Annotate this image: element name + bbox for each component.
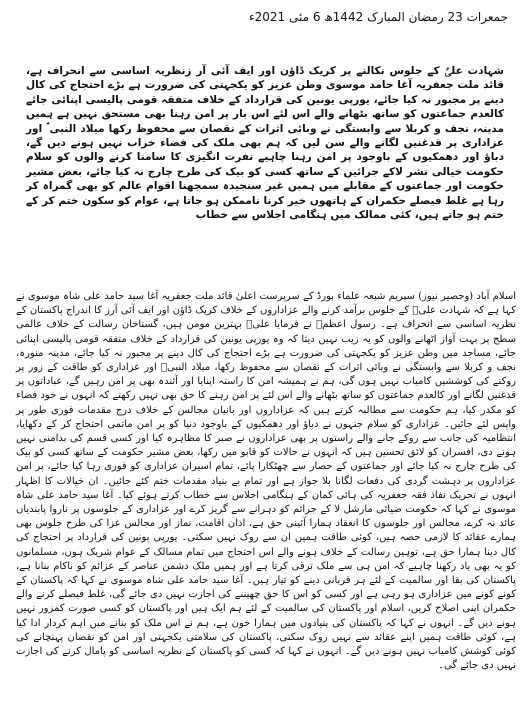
dateline: جمعرات 23 رمضان المبارک 1442ھ 6 مئی 2021ء [248,10,508,24]
lead-headline-block [26,64,504,222]
article-text: اسلام آباد (وحصیر نیوز) سپریم شیعہ علماء بورڈ کے سرپرست اعلیٰ قائد ملت جعفریہ آغا سید حامد علی شاہ موسوی نے کہا ہے کہ شہادت علیؑ کے جلوس برآمد کرنے والے عزاداروں کے خلاف کریک ڈاؤن اور ایف آئی آرز کا اندراج پاکستان کے نظریہ اساسی سے انحراف ہے۔ رسول اعظمؐ نے فرمایا علیؑ بہترین مومن ہیں، گستاخان رسالت کے خلاف عالمی سطح پر بہت آواز اٹھانے والوں کو یہ زیب نہیں دیتا کہ وہ یورپی یونین کی قرارداد کے خلاف متفقہ قومی پالیسی اپنائی جائے، مساجد میں وطن عزیز کو یکجہتی کی ضرورت ہے بڑے احتجاج کی کال دینے پر مجبور نہ کیا جائے، مدینہ منورہ، نجف و کربلا سے وابستگی نے وبائی اثرات کے نقصان سے محفوظ رکھا، میلاد النبیؐ اور عزاداری کو طاقت کے زور پر روکنے کی کوششیں کامیاب نہیں ہوں گی، ہم نے ہمیشہ امن کا راستہ اپنایا اور آئندہ بھی پر امن رہیں گے، عباداتوں پر قدغنیں لگانے اور کالعدم جماعتوں کو ساتھ بٹھانے والے اس لئے پر امن رہنے کا حق بھی نہیں رکھتے کہ انہوں نے خود فضاء کو مکدر کیا، ہم حکومت سے مطالبہ کرتے ہیں کہ عزاداروں اور بانیان مجالس کے خلاف درج مقدمات فوری طور پر واپس لئے جائیں۔ عزاداری کو سلام جنہوں نے دباؤ اور دھمکیوں کے باوجود دنیا کو پر امن ماتمی احتجاج کر کے دکھایا، انتظامیہ کی جانب سے روکے جانے والے راستوں پر بھی عزاداروں نے صبر کا مظاہرہ کیا اور کسی قسم کی بدامنی نہیں ہونے دی، افسران کو لائق تحسین ہیں کہ انہوں نے حالات کو قابو میں رکھا، بعض مشیر حکومت کے ساتھ کسی کو بیک کی طرح چارج نہ کیا جائے اور جماعتوں کے حصار سے چھٹکارا پائے، تمام اسیران عزاداری کو فوری رہا کیا جائے، پر امن عزاداروں پر دہشت گردی کی دفعات لگانا بلا جواز ہے اور تمام بے بنیاد مقدمات ختم کئے جائیں۔ ان خیالات کا اظہار انہوں نے تحریک نفاذ فقہ جعفریہ کی ہائی کمان کے ہنگامی اجلاس سے خطاب کرتے ہوئے کیا۔ آغا سید حامد علی شاہ موسوی نے کہا کہ حکومت ضیائی مارشل لا کے جرائم کو دہرانے سے گریز کرے اور عزاداری کے جلوسوں پر ناروا پابندیاں عائد نہ کرے، مجالس اور جلوسوں کا انعقاد ہمارا آئینی حق ہے، اذان اقامت، نماز اور مجالس عزا کی طرح جلوس بھی ہمارے عقائد کا لازمی حصہ ہیں، کوئی طاقت ہمیں ان سے روک نہیں سکتی۔ یورپی یونین کی قرارداد پر احتجاج کی کال دینا ہمارا حق ہے، توہین رسالت کے خلاف ہونے والے اس احتجاج میں تمام مسالک کے عوام شریک ہوں، مسلمانوں کو یہ بھی یاد رکھنا چاہیے کہ امن ہی سے ملک ترقی کرتا ہے اور ہمیں ملک دشمن عناصر کے عزائم کو ناکام بنانا ہے، پاکستان کی بقا اور سالمیت کے لئے ہر قربانی دینے کو تیار ہیں۔ آغا سید حامد علی شاہ موسوی نے کہا کہ پاکستان کے کونے کونے میں عزاداری ہو رہی ہے اور کسی کو اس کا حق چھیننے کی اجازت نہیں دی جائے گی، غلط فیصلے کرنے والے حکمران اپنی اصلاح کریں، اسلام اور پاکستان کی سالمیت کے لئے ہم ایک ہیں اور پاکستان کو کسی صورت کمزور نہیں ہونے دیں گے۔ انہوں نے کہا کہ پاکستان کی بنیادوں میں ہمارا خون ہے، ہم نے اس ملک کو بنانے میں اہم کردار ادا کیا ہے، کوئی طاقت ہمیں اپنے عقائد سے نہیں روک سکتی، پاکستان کی سلامتی یکجہتی اور امن کو نقصان پہنچانے کی کوئی کوشش کامیاب نہیں ہونے دیں گے۔ انہوں نے کہا کہ کسی کو پاکستان کے نظریہ اساسی کو پامال کرنے کی اجازت نہیں دی جائے گی۔ [16,291,516,672]
article-body [16,290,516,673]
lead-text: شہادت علیؑ کے جلوس نکالنے پر کریک ڈاؤن اور ایف آئی آر زنظریہ اساسی سے انحراف ہے، قائد ملت جعفریہ آغا حامد موسوی وطن عزیز کو یکجہتی کی ضرورت ہے بڑے احتجاج کی کال دینے پر مجبور نہ کیا جائے، یورپی یونین کی قرارداد کے خلاف متفقہ قومی پالیسی اپنائی جائے کالعدم جماعتوں کو ساتھ بٹھانے والے اس لئے اس بار پر امن رہنا بھی مستحق نہیں ہے ہمیں مدینہ، نجف و کربلا سے وابستگی نے وبائی اثرات کے نقصان سے محفوظ رکھا میلاد النبی ؐ اور عزاداری پر قدغنیں لگانے والے سن لیں کہ ہم بھی ملک کی فضاء خراب نہیں ہونے دیں گے، دباؤ اور دھمکیوں کے باوجود پر امن رہنا چاہیے نفرت انگیزی کا سامنا کرنے والوں کو سلام حکومت خیالی نشر لاکے جرائیں کے ساتھ کسی کو بیک کی طرح چارج نہ کیا جائے، بعض مشیر حکومت اور جماعتوں کے مقابلے میں ہمیں غیر سنجیدہ سمجھنا اقوام عالم کو بھی گمراہ کر رہا ہے غلط فیصلے حکمران کے ہاتھوں خیر کرنا ناممکن ہو جاتا ہے، عوام کو سکون ختم کر کے ختم ہو جاتے ہیں، کئی ممالک میں ہنگامی اجلاس سے خطاب [26,65,504,222]
